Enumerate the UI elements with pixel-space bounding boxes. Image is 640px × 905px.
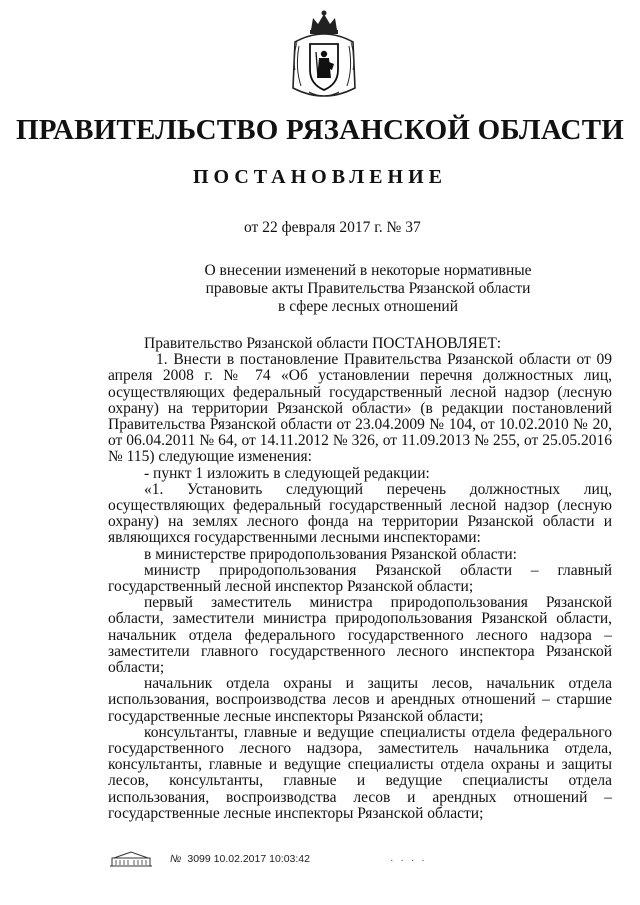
body-paragraph: «1. Установить следующий перечень должностных лиц, осуществляющих федеральный государственный лесной надзор (лесную охрану) на землях лесного фонда на территории Рязанской области и являющихся государственными лесными инспекторами: [108,480,612,547]
building-stamp-icon [108,850,154,868]
body-paragraph: Правительство Рязанской области ПОСТАНОВЛЯЕТ: [144,335,502,352]
body-paragraph: - пункт 1 изложить в следующей редакции: [144,464,430,482]
subject-line: в сфере лесных отношений [278,298,458,315]
body-paragraph: 1. Внести в постановление Правительства Рязанской области от 09 апреля 2008 г. № 74 «Об установлении перечня должностных лиц, осуществляющих федеральный государственный лесной надзор (лесную охрану) на территории Рязанской области» (в редакции постановлений Правительства Рязанской области от 23.04.2009 № 104, от 10.02.2010 № 20, от 06.04.2011 № 64, от 14.11.2012 № 326, от 11.09.2013 № 255, от 25.05.2016 № 115) следующие изменения: [108,351,612,466]
document-subject [188,262,548,316]
scan-artifact: · · · · [390,854,427,866]
body-paragraph: начальник отдела охраны и защиты лесов, начальник отдела использования, воспроизводства лесов и арендных отношений – старшие государственные лесные инспекторы Рязанской области; [108,675,612,725]
registration-info [170,853,310,865]
organization-title: ПРАВИТЕЛЬСТВО РЯЗАНСКОЙ ОБЛАСТИ [16,114,624,146]
registration-number-time: 3099 10.02.2017 10:03:42 [187,853,310,865]
document-type: ПОСТАНОВЛЕНИЕ [193,166,447,188]
document-body [108,336,612,822]
document-date-number: от 22 февраля 2017 г. № 37 [244,219,421,236]
body-paragraph: консультанты, главные и ведущие специалисты отдела федерального государственного лесного надзора, заместитель начальника отдела, консультанты, главные и ведущие специалисты отдела охраны и защиты лесов, консультанты, главные и ведущие специалисты отдела использования, воспроизводства лесов и арендных отношений – государственные лесные инспекторы Рязанской области; [108,723,612,822]
subject-line: правовые акты Правительства Рязанской области [205,280,531,297]
document-footer [0,850,640,874]
body-paragraph: в министерстве природопользования Рязанской области: [144,545,517,563]
body-paragraph: министр природопользования Рязанской области – главный государственный лесной инспектор Рязанской области; [108,561,612,596]
body-paragraph: первый заместитель министра природопользования Рязанской области, заместители министра природопользования Рязанской области, начальник отдела федерального государственного лесного надзора – заместители главного государственного лесного инспектора Рязанской области; [108,594,612,677]
number-sign-icon: № [170,853,182,865]
subject-line: О внесении изменений в некоторые нормативные [204,262,532,279]
coat-of-arms-icon [285,8,363,104]
